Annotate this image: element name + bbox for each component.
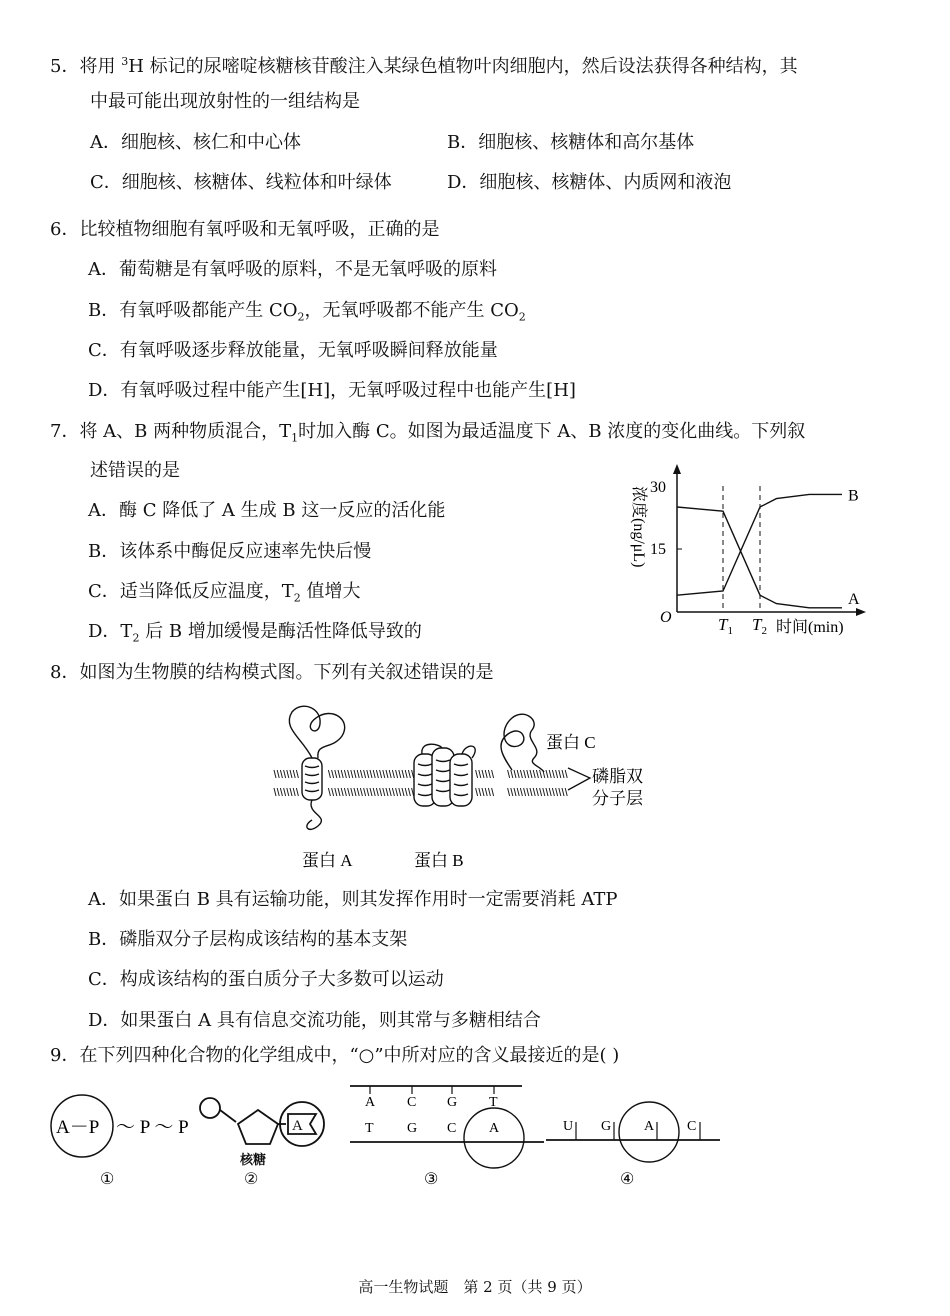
lipid-tail <box>546 788 548 796</box>
x-axis-label: 时间(min) <box>776 619 844 636</box>
lipid-tail <box>386 788 388 796</box>
q7-stem-sub: 1 <box>291 431 299 445</box>
lipid-tail <box>485 770 487 778</box>
lipid-tail <box>386 770 388 778</box>
q6-b-part2: ，无氧呼吸都不能产生 CO <box>304 300 519 321</box>
label-protein-a: 蛋白 A <box>302 851 353 870</box>
f3-top-base: G <box>447 1095 458 1110</box>
label-protein-b: 蛋白 B <box>414 851 464 870</box>
lipid-tail <box>338 770 340 778</box>
x-tick-t2: $T_2$ <box>752 615 767 637</box>
label-protein-c: 蛋白 C <box>546 733 596 752</box>
lipid-tail <box>562 770 564 778</box>
lipid-tail <box>508 788 510 796</box>
figure-4-rna <box>546 1102 720 1188</box>
lipid-tail <box>549 788 551 796</box>
figure-2-nucleotide <box>200 1098 324 1188</box>
f4-base: A <box>644 1119 655 1134</box>
lipid-tail <box>517 788 519 796</box>
q5-option-a: A．细胞核、核仁和中心体 <box>90 132 301 153</box>
x-axis-arrow <box>856 608 866 616</box>
lipid-tail <box>492 770 494 778</box>
f2-base-text: A <box>292 1118 303 1134</box>
lipid-tail <box>524 788 526 796</box>
lipid-tail <box>402 770 404 778</box>
q8-stem: 8．如图为生物膜的结构模式图。下列有关叙述错误的是 <box>50 662 494 683</box>
q8-option-b: B．磷脂双分子层构成该结构的基本支架 <box>88 929 408 950</box>
f3-bottom-base: A <box>489 1121 500 1136</box>
lipid-tail <box>520 788 522 796</box>
figure-3-dna <box>350 1086 544 1188</box>
y-tick-15: 15 <box>650 541 666 558</box>
label-lipid-2: 分子层 <box>592 789 643 808</box>
lipid-tail <box>367 770 369 778</box>
q5-superscript: 3 <box>121 55 129 68</box>
page-footer: 高一生物试题 第 2 页（共 9 页） <box>358 1278 592 1296</box>
lipid-tail <box>565 788 567 796</box>
y-axis-label: 浓度(ng/μL) <box>630 486 647 568</box>
lipid-tail <box>546 770 548 778</box>
q7-c-part1: C．适当降低反应温度，T <box>88 581 294 602</box>
label-lipid-1: 磷脂双 <box>592 767 643 786</box>
chart-root <box>630 464 866 637</box>
origin-label: O <box>660 609 672 626</box>
lipid-tail <box>392 788 394 796</box>
lipid-tail <box>482 788 484 796</box>
lipid-tail <box>408 788 410 796</box>
lipid-tail <box>476 770 478 778</box>
q5-option-b: B．细胞核、核糖体和高尔基体 <box>447 132 695 153</box>
f2-sugar-label: 核糖 <box>240 1152 267 1167</box>
f3-bottom-base: C <box>447 1121 457 1136</box>
lipid-tail <box>373 788 375 796</box>
lipid-tail <box>514 788 516 796</box>
q7-stem <box>50 420 805 451</box>
lipid-tail <box>485 788 487 796</box>
lipid-tail <box>562 788 564 796</box>
q5-option-c: C．细胞核、核糖体、线粒体和叶绿体 <box>90 172 392 193</box>
lipid-tail <box>520 770 522 778</box>
q7-option-d <box>88 620 422 651</box>
lipid-tail <box>364 770 366 778</box>
q7-option-b: B．该体系中酶促反应速率先快后慢 <box>88 541 372 562</box>
q6-b-sub2: 2 <box>518 310 526 324</box>
lipid-tail <box>533 788 535 796</box>
lipid-tail <box>514 770 516 778</box>
lipid-tail <box>482 770 484 778</box>
lipid-tail <box>383 788 385 796</box>
lipid-tail <box>351 788 353 796</box>
lipid-tail <box>354 770 356 778</box>
q7-c-sub: 2 <box>293 591 301 605</box>
lipid-tail <box>511 788 513 796</box>
lipid-tail <box>351 770 353 778</box>
y-axis-arrow <box>673 464 681 474</box>
lipid-tail <box>348 788 350 796</box>
q6-option-a: A．葡萄糖是有氧呼吸的原料，不是无氧呼吸的原料 <box>88 259 497 280</box>
lipid-tail <box>357 788 359 796</box>
q8-option-d: D．如果蛋白 A 具有信息交流功能，则其常与多糖相结合 <box>88 1010 541 1031</box>
lipid-tail <box>296 770 298 778</box>
f1-label: ① <box>100 1171 115 1188</box>
lipid-tail <box>335 788 337 796</box>
lipid-tail <box>488 770 490 778</box>
lipid-tail <box>344 770 346 778</box>
lipid-tail <box>338 788 340 796</box>
lipid-tail <box>360 770 362 778</box>
q7-d-part1: D．T <box>88 621 133 642</box>
lipid-tail <box>383 770 385 778</box>
lipid-tail <box>476 788 478 796</box>
f3-bottom-base: T <box>365 1121 374 1136</box>
lipid-tail <box>530 770 532 778</box>
lipid-tail <box>373 770 375 778</box>
lipid-tail <box>511 770 513 778</box>
lipid-tail <box>527 788 529 796</box>
lipid-tail <box>376 770 378 778</box>
lipid-tail <box>530 788 532 796</box>
f3-label: ③ <box>424 1171 439 1188</box>
q6-b-sub1: 2 <box>297 310 305 324</box>
lipid-tail <box>277 770 279 778</box>
lipid-tail <box>380 788 382 796</box>
lipid-tail <box>399 770 401 778</box>
protein-c-shape <box>501 714 544 772</box>
x-tick-t1: $T_1$ <box>718 615 733 637</box>
lipid-tail <box>508 770 510 778</box>
lipid-tail <box>332 788 334 796</box>
q8-option-a: A．如果蛋白 B 具有运输功能，则其发挥作用时一定需要消耗 ATP <box>88 889 618 910</box>
q7-stem-part1: 7．将 A、B 两种物质混合，T <box>50 421 292 442</box>
f4-base: C <box>687 1119 697 1134</box>
lipid-tail <box>492 788 494 796</box>
q6-option-c: C．有氧呼吸逐步释放能量，无氧呼吸瞬间释放能量 <box>88 340 498 361</box>
lipid-tail <box>524 770 526 778</box>
lipid-tail <box>376 788 378 796</box>
f3-top-base: T <box>489 1095 498 1110</box>
lipid-tail <box>287 788 289 796</box>
lipid-tail <box>328 770 330 778</box>
lipid-tail <box>287 770 289 778</box>
lipid-tail <box>389 770 391 778</box>
f3-bottom-base: G <box>407 1121 418 1136</box>
q7-stem-part2: 时加入酶 C。如图为最适温度下 A、B 浓度的变化曲线。下列叙 <box>298 421 806 442</box>
lipid-tail <box>559 770 561 778</box>
series-label-a: A <box>848 590 860 608</box>
f3-top-base: C <box>407 1095 417 1110</box>
q5-stem-part2: H 标记的尿嘧啶核糖核苷酸注入某绿色植物叶肉细胞内，然后设法获得各种结构，其 <box>128 56 798 77</box>
lipid-tail <box>402 788 404 796</box>
lipid-tail <box>335 770 337 778</box>
f4-label: ④ <box>620 1171 635 1188</box>
q7-d-part2: 后 B 增加缓慢是酶活性降低导致的 <box>139 621 422 642</box>
f4-base: G <box>601 1119 612 1134</box>
lipid-tail <box>284 770 286 778</box>
lipid-tail <box>290 788 292 796</box>
lipid-tail <box>284 788 286 796</box>
lipid-tail <box>479 788 481 796</box>
q5-option-d: D．细胞核、核糖体、内质网和液泡 <box>447 172 732 193</box>
lipid-tail <box>370 788 372 796</box>
lipid-tail <box>328 788 330 796</box>
lipid-tail <box>479 770 481 778</box>
lipid-tail <box>280 788 282 796</box>
lipid-tail <box>405 788 407 796</box>
lipid-tail <box>559 788 561 796</box>
series-label-b: B <box>848 487 859 505</box>
lipid-tail <box>293 770 295 778</box>
lipid-tail <box>556 770 558 778</box>
lipid-tail <box>527 770 529 778</box>
lipid-tail <box>274 770 276 778</box>
lipid-tail <box>277 788 279 796</box>
q7-option-a: A．酶 C 降低了 A 生成 B 这一反应的活化能 <box>88 500 446 521</box>
lipid-tail <box>290 770 292 778</box>
lipid-tail <box>357 770 359 778</box>
lipid-tail <box>367 788 369 796</box>
lipid-tail <box>274 788 276 796</box>
lipid-tail <box>517 770 519 778</box>
membrane-diagram <box>272 698 662 880</box>
lipid-tail <box>332 770 334 778</box>
lipid-tail <box>549 770 551 778</box>
lipid-tail <box>293 788 295 796</box>
f2-label: ② <box>244 1171 259 1188</box>
lipid-tail <box>488 788 490 796</box>
lipid-tail <box>536 770 538 778</box>
lipid-tail <box>408 770 410 778</box>
q6-option-b <box>88 299 526 330</box>
lipid-tail <box>344 788 346 796</box>
lipid-tail <box>556 788 558 796</box>
lipid-tail <box>348 770 350 778</box>
chart-marks <box>677 486 860 612</box>
q9-stem: 9．在下列四种化合物的化学组成中，“○”中所对应的含义最接近的是( ) <box>50 1045 620 1066</box>
lipid-tail <box>296 788 298 796</box>
lipid-tail <box>280 770 282 778</box>
lipid-tail <box>540 770 542 778</box>
lipid-tail <box>540 788 542 796</box>
lipid-tail <box>552 788 554 796</box>
protein-b-shape <box>414 744 475 806</box>
lipid-tail <box>364 788 366 796</box>
lipid-tail <box>405 770 407 778</box>
q8-option-c: C．构成该结构的蛋白质分子大多数可以运动 <box>88 969 444 990</box>
lipid-tail <box>389 788 391 796</box>
q6-b-part1: B．有氧呼吸都能产生 CO <box>88 300 298 321</box>
lipid-tail <box>565 770 567 778</box>
f4-base: U <box>563 1119 574 1134</box>
lipid-tail <box>370 770 372 778</box>
q7-option-c <box>88 580 361 611</box>
lipid-tail <box>341 770 343 778</box>
q6-option-d: D．有氧呼吸过程中能产生[H]，无氧呼吸过程中也能产生[H] <box>88 380 576 401</box>
q7-stem-cont: 述错误的是 <box>90 460 180 481</box>
f1-rest-text: ～ P ～ P <box>116 1117 189 1138</box>
lipid-tail <box>552 770 554 778</box>
lipid-tail <box>543 788 545 796</box>
lipid-tail <box>396 788 398 796</box>
q7-d-sub: 2 <box>132 631 140 645</box>
lipid-tail <box>399 788 401 796</box>
concentration-chart <box>620 462 870 642</box>
y-tick-30: 30 <box>650 479 666 496</box>
f1-circled-text: A－P <box>56 1117 100 1138</box>
lipid-tail <box>380 770 382 778</box>
lipid-tail <box>392 770 394 778</box>
lipid-tail <box>354 788 356 796</box>
q5-stem-part1: 5．将用 <box>50 56 122 77</box>
q5-stem <box>50 50 798 79</box>
q5-stem-cont: 中最可能出现放射性的一组结构是 <box>90 91 360 112</box>
protein-a-shape <box>289 706 344 829</box>
figure-1-atp <box>51 1095 189 1188</box>
f3-top-base: A <box>365 1095 376 1110</box>
q7-c-part2: 值增大 <box>300 581 361 602</box>
bilayer-bracket <box>568 768 590 790</box>
lipid-tail <box>360 788 362 796</box>
lipid-tail <box>533 770 535 778</box>
lipid-tail <box>536 788 538 796</box>
lipid-tail <box>396 770 398 778</box>
compound-figures <box>44 1080 734 1192</box>
lipid-tail <box>341 788 343 796</box>
q6-stem: 6．比较植物细胞有氧呼吸和无氧呼吸，正确的是 <box>50 219 440 240</box>
